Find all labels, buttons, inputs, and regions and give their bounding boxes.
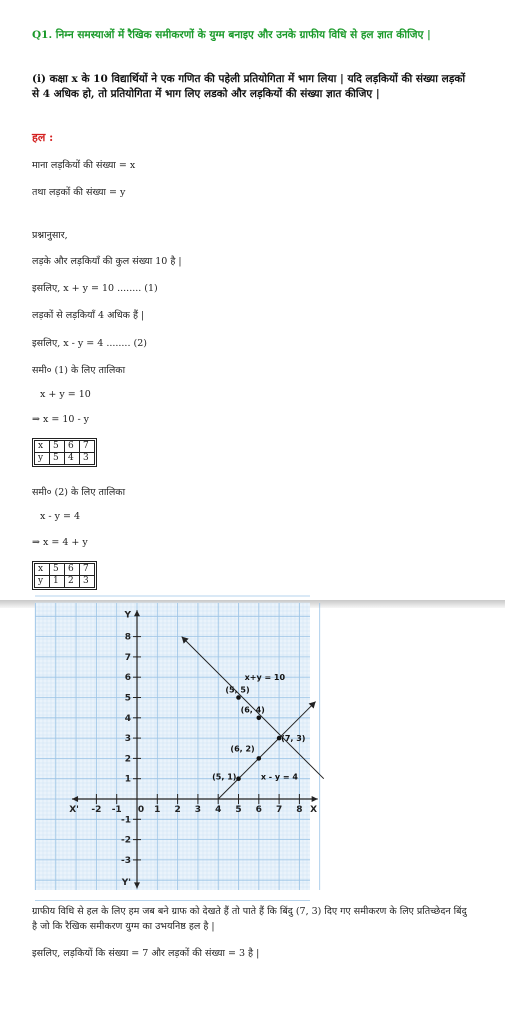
- difference-statement: लड़कों से लड़कियाँ 4 अधिक हैं |: [32, 310, 145, 321]
- point-marker: [236, 776, 241, 781]
- final-answer: इसलिए, लड़कियों कि संख्या = 7 और लड़कों की संख्या = 3 है |: [32, 948, 260, 959]
- table-cell: 3: [80, 453, 95, 465]
- graph-annotation: (5, 1): [212, 772, 237, 782]
- y-tick-label: -3: [121, 855, 131, 866]
- x-tick-label: 1: [154, 805, 161, 815]
- table2-heading: समी० (2) के लिए तालिका: [32, 487, 126, 498]
- y-tick-label: Y': [121, 878, 131, 889]
- assume-boys: तथा लड़कों की संख्या = y: [32, 187, 126, 198]
- solution-heading: हल :: [32, 131, 54, 144]
- table-cell: x: [35, 441, 50, 453]
- table-cell: 5: [50, 441, 65, 453]
- point-marker: [257, 716, 262, 721]
- eq2-solved: ⇒ x = 4 + y: [32, 537, 88, 548]
- x-tick-label: X: [310, 805, 318, 815]
- table-cell: 7: [80, 564, 95, 576]
- y-tick-label: 5: [124, 693, 131, 704]
- x-tick-label: 3: [194, 805, 202, 815]
- y-tick-label: -2: [121, 835, 131, 846]
- table-eq2: [32, 561, 97, 590]
- question-part-i: (i) कक्षा x के 10 विद्यार्थियों ने एक गणित की पहेली प्रतियोगिता में भाग लिया | यदि लड़कियों की संख्या लड़कों से 4 अधिक हो, तो प्रतियोगिता में भाग लिए लडको और लड़कियों की संख्या ज्ञात कीजिए |: [32, 73, 466, 100]
- graph-annotation: (5, 5): [225, 685, 250, 695]
- assume-girls: माना लड़कियों की संख्या = x: [32, 160, 136, 171]
- table-cell: 6: [65, 564, 80, 576]
- table-cell: 1: [50, 576, 65, 588]
- x-tick-label: 6: [255, 805, 262, 815]
- question-title: Q1. निम्न समस्याओं में रैखिक समीकरणों के युग्म बनाइए और उनके ग्राफीय विधि से हल ज्ञात कीजिए |: [32, 29, 431, 41]
- conclusion-paragraph: ग्राफीय विधि से हल के लिए हम जब बने ग्राफ को देखते हैं तो पाते हैं कि बिंदु (7, 3) दिए गए समीकरण के लिए प्रतिच्छेदन बिंदु है जो कि रैखिक समीकरण युग्म का उभयनिष्ठ हल है |: [32, 906, 467, 932]
- table-cell: 2: [65, 576, 80, 588]
- table-eq1: [32, 438, 97, 467]
- y-tick-label: Y: [124, 610, 131, 621]
- graph-annotation: x+y = 10: [244, 673, 286, 683]
- graph-annotation: x - y = 4: [260, 772, 298, 782]
- eq2-restated: x - y = 4: [40, 511, 81, 522]
- equation-1: इसलिए, x + y = 10 ........ (1): [32, 283, 158, 294]
- table-cell: 5: [50, 453, 65, 465]
- y-tick-label: 2: [124, 754, 131, 765]
- y-tick-label: 3: [124, 734, 131, 745]
- table-cell: 7: [80, 441, 95, 453]
- equation-2: इसलिए, x - y = 4 ........ (2): [32, 338, 147, 349]
- graph-paper: [35, 603, 318, 890]
- x-tick-label: -1: [111, 805, 122, 815]
- table-cell: x: [35, 564, 50, 576]
- x-tick-label: 5: [235, 805, 242, 815]
- eq1-restated: x + y = 10: [40, 389, 91, 400]
- y-tick-label: 8: [124, 632, 131, 643]
- point-marker: [257, 756, 262, 761]
- table-cell: 6: [65, 441, 80, 453]
- x-tick-label: 4: [215, 805, 222, 815]
- y-tick-label: -1: [121, 815, 131, 826]
- table-cell: y: [35, 576, 50, 588]
- x-tick-label: 0: [137, 805, 145, 815]
- x-tick-label: 7: [275, 805, 283, 815]
- table-cell: 4: [65, 453, 80, 465]
- table1-heading: समी० (1) के लिए तालिका: [32, 365, 126, 376]
- table-cell: 3: [80, 576, 95, 588]
- y-tick-label: 6: [124, 673, 131, 684]
- x-axis-right-arrow: [312, 796, 318, 802]
- total-statement: लड़के और लड़कियाँ की कुल संख्या 10 है |: [32, 256, 182, 267]
- x-tick-label: 2: [174, 805, 181, 815]
- x-tick-label: -2: [91, 805, 102, 815]
- x-tick-label: X': [69, 805, 79, 815]
- graph-annotation: (6, 4): [240, 705, 265, 715]
- y-tick-label: 1: [124, 774, 131, 785]
- point-marker: [236, 695, 241, 700]
- table-cell: y: [35, 453, 50, 465]
- table-cell: 5: [50, 564, 65, 576]
- graph-annotation: (6, 2): [230, 744, 255, 754]
- x-tick-label: 8: [296, 805, 303, 815]
- graph-annotation: (7, 3): [281, 734, 306, 744]
- according-to-question: प्रश्नानुसार,: [32, 230, 68, 241]
- y-tick-label: 4: [124, 713, 131, 724]
- y-tick-label: 7: [124, 652, 131, 663]
- eq1-solved: ⇒ x = 10 - y: [32, 414, 90, 425]
